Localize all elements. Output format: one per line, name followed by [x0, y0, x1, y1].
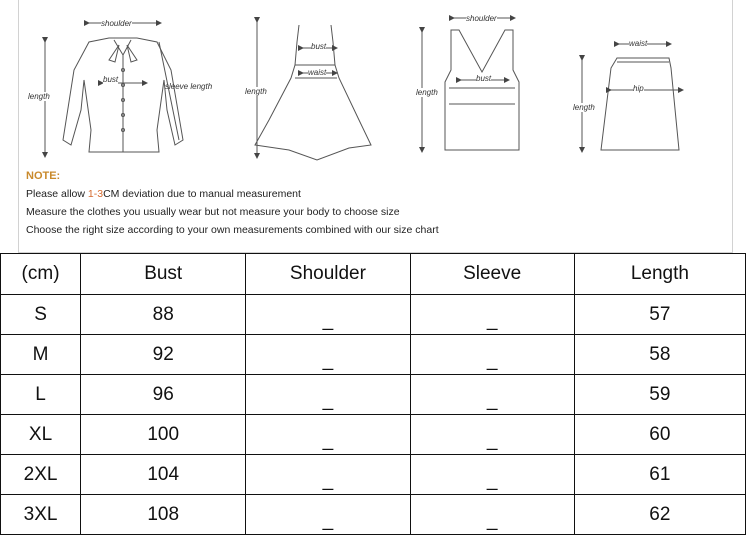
sleeve-cell — [410, 375, 574, 415]
bust-cell: 92 — [81, 335, 246, 375]
sleeve-value: _ — [486, 429, 498, 451]
sleeve-cell — [410, 455, 574, 495]
note-title: NOTE: — [26, 170, 61, 182]
length-cell: 60 — [574, 415, 745, 455]
length-cell: 58 — [574, 335, 745, 375]
size-cell: XL — [1, 415, 81, 455]
dress-length-label: length — [245, 87, 267, 96]
tank-length-label: length — [416, 88, 438, 97]
size-table-wrap — [0, 253, 746, 537]
tank-bust-label: bust — [476, 74, 492, 83]
shoulder-cell — [246, 295, 410, 335]
header-length: Length — [574, 254, 745, 295]
length-cell: 59 — [574, 375, 745, 415]
skirt-hip-label: hip — [633, 84, 644, 93]
tank-shoulder-label: shoulder — [466, 14, 497, 23]
sleeve-value: _ — [486, 469, 498, 491]
shirt-icon — [45, 23, 183, 155]
bust-cell: 88 — [81, 295, 246, 335]
note-line-1 — [26, 188, 726, 200]
shirt-sleeve-length-label: sleeve length — [165, 82, 213, 91]
table-row — [1, 495, 746, 535]
table-row — [1, 375, 746, 415]
length-cell: 57 — [574, 295, 745, 335]
table-row — [1, 415, 746, 455]
size-cell: 3XL — [1, 495, 81, 535]
skirt-length-label: length — [573, 103, 595, 112]
note-line-1-suffix: CM deviation due to manual measurement — [103, 188, 301, 200]
skirt-icon — [582, 44, 681, 150]
bust-cell: 104 — [81, 455, 246, 495]
shoulder-value: _ — [322, 509, 334, 531]
dress-waist-label: waist — [308, 68, 327, 77]
tank-top-icon — [422, 18, 519, 150]
dress-icon — [255, 20, 371, 160]
shoulder-value: _ — [322, 469, 334, 491]
measurement-guide-panel — [18, 0, 733, 253]
size-cell: M — [1, 335, 81, 375]
sleeve-cell — [410, 495, 574, 535]
shoulder-cell — [246, 415, 410, 455]
garment-illustrations — [19, 0, 734, 165]
size-cell: 2XL — [1, 455, 81, 495]
sleeve-cell — [410, 415, 574, 455]
sleeve-value: _ — [486, 309, 498, 331]
shirt-shoulder-label: shoulder — [101, 19, 132, 28]
table-header-row — [1, 254, 746, 295]
note-line-1-prefix: Please allow — [26, 188, 88, 200]
size-cell: S — [1, 295, 81, 335]
table-row — [1, 295, 746, 335]
sleeve-cell — [410, 295, 574, 335]
sleeve-value: _ — [486, 349, 498, 371]
shoulder-cell — [246, 335, 410, 375]
table-row — [1, 455, 746, 495]
bust-cell: 108 — [81, 495, 246, 535]
length-cell: 62 — [574, 495, 745, 535]
shoulder-cell — [246, 375, 410, 415]
header-bust: Bust — [81, 254, 246, 295]
sleeve-value: _ — [486, 509, 498, 531]
shoulder-cell — [246, 455, 410, 495]
shirt-bust-label: bust — [103, 75, 119, 84]
bust-cell: 96 — [81, 375, 246, 415]
header-shoulder: Shoulder — [246, 254, 410, 295]
size-table — [0, 253, 746, 535]
sleeve-value: _ — [486, 389, 498, 411]
skirt-waist-label: waist — [629, 39, 648, 48]
note-line-2: Measure the clothes you usually wear but not measure your body to choose size — [26, 206, 400, 218]
table-row — [1, 335, 746, 375]
shirt-length-label: length — [28, 92, 50, 101]
notes-block — [26, 170, 726, 242]
header-cm: (cm) — [1, 254, 81, 295]
shoulder-value: _ — [322, 349, 334, 371]
note-line-1-accent: 1-3 — [87, 188, 104, 200]
sleeve-cell — [410, 335, 574, 375]
shoulder-value: _ — [322, 389, 334, 411]
header-sleeve: Sleeve — [410, 254, 574, 295]
size-cell: L — [1, 375, 81, 415]
bust-cell: 100 — [81, 415, 246, 455]
shoulder-cell — [246, 495, 410, 535]
note-line-3: Choose the right size according to your own measurements combined with our size chart — [26, 224, 439, 236]
dress-bust-label: bust — [311, 42, 327, 51]
length-cell: 61 — [574, 455, 745, 495]
shoulder-value: _ — [322, 309, 334, 331]
shoulder-value: _ — [322, 429, 334, 451]
